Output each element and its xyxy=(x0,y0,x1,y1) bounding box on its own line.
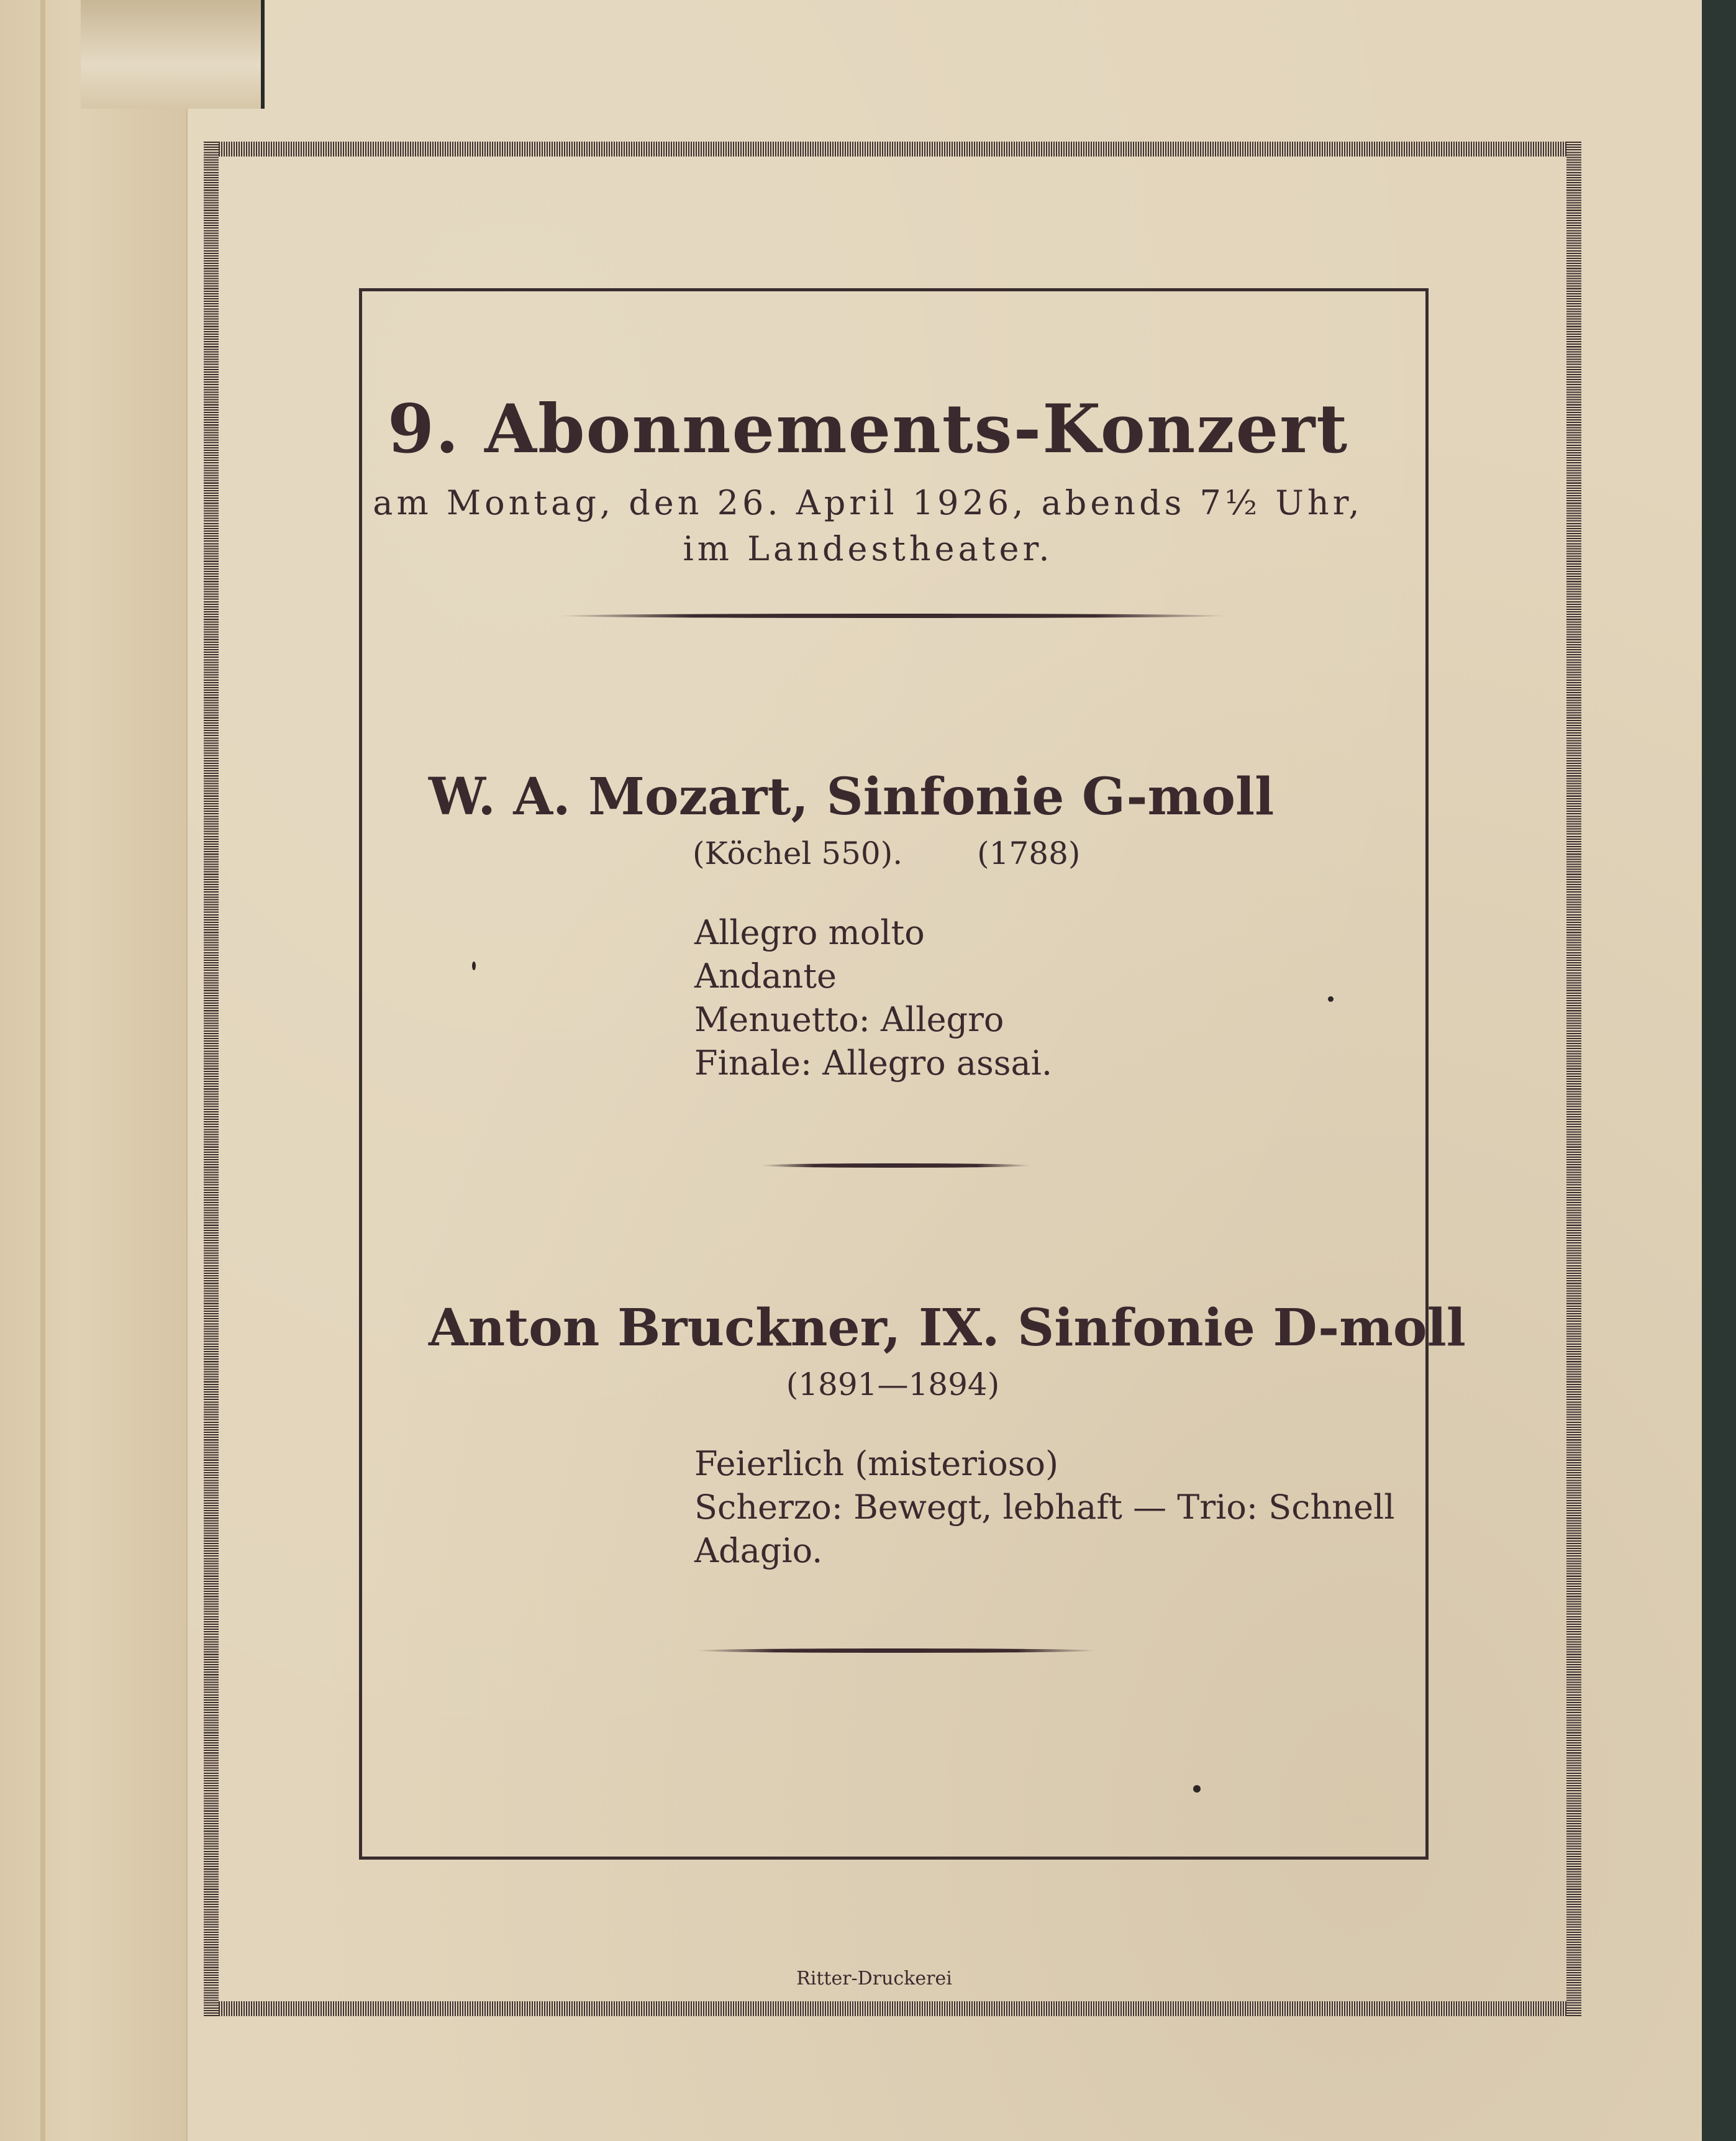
ornamental-rule xyxy=(696,1648,1097,1653)
fold-strip xyxy=(40,0,45,2141)
concert-date: am Montag, den 26. April 1926, abends 7½ Uhr, xyxy=(373,483,1363,522)
ornamental-rule xyxy=(558,614,1229,618)
printer-imprint: Ritter-Druckerei xyxy=(796,1968,952,1989)
left-page-fold xyxy=(0,0,188,2141)
movement-item: Adagio. xyxy=(694,1531,823,1570)
work-info-mozart xyxy=(693,835,1080,871)
composition-year: (1891—1894) xyxy=(786,1366,1000,1402)
movement-item: Menuetto: Allegro xyxy=(694,1000,1004,1039)
ornamental-rule xyxy=(760,1163,1031,1168)
concert-venue: im Landestheater. xyxy=(683,529,1053,568)
ink-speck xyxy=(1328,996,1334,1002)
album-edge xyxy=(1702,0,1736,2141)
concert-title: 9. Abonnements-Konzert xyxy=(387,390,1349,468)
movement-item: Finale: Allegro assai. xyxy=(694,1043,1053,1083)
movement-item: Feierlich (misterioso) xyxy=(694,1444,1059,1483)
composition-year: (1788) xyxy=(977,835,1081,871)
ink-speck xyxy=(1193,1785,1201,1793)
binding-tab xyxy=(81,0,265,109)
work-heading-bruckner: Anton Bruckner, IX. Sinfonie D-moll xyxy=(429,1298,1466,1358)
movement-item: Andante xyxy=(694,957,837,996)
catalog-number: (Köchel 550). xyxy=(693,835,903,871)
movement-item: Allegro molto xyxy=(694,913,925,952)
movement-item: Scherzo: Bewegt, lebhaft — Trio: Schnell xyxy=(694,1488,1395,1527)
work-heading-mozart: W. A. Mozart, Sinfonie G-moll xyxy=(429,767,1275,827)
ink-speck xyxy=(472,961,476,970)
